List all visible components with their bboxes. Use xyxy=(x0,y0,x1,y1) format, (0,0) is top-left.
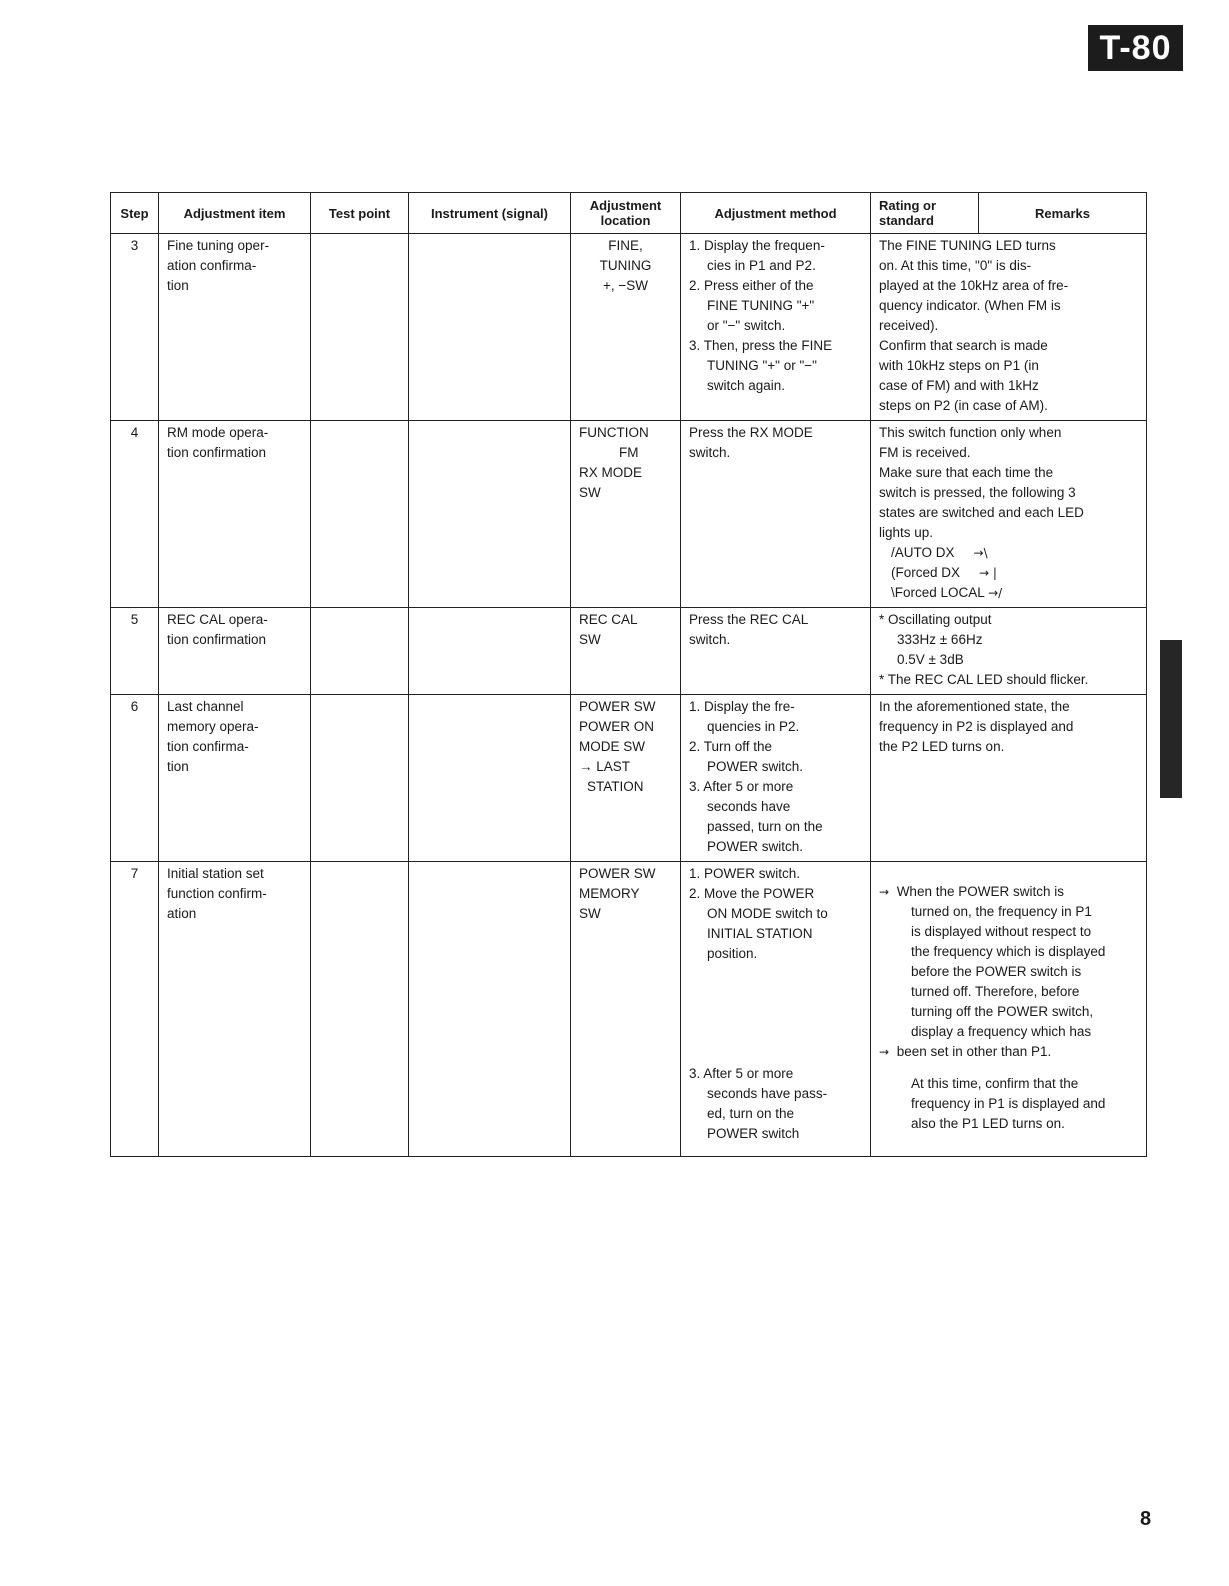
text-line: received). xyxy=(879,318,939,333)
text-line: POWER ON xyxy=(579,719,655,734)
text-line: on. At this time, "0" is dis- xyxy=(879,258,1032,273)
remarks-cell xyxy=(871,608,1147,695)
text-line: POWER switch xyxy=(707,1126,800,1141)
text-line: ed, turn on the xyxy=(707,1106,795,1121)
step-cell: 3 xyxy=(111,234,159,421)
text-line: Confirm that search is made xyxy=(879,338,1048,353)
instrument-cell xyxy=(409,862,571,1157)
header-step: Step xyxy=(111,193,159,234)
text-line: FUNCTION xyxy=(579,425,649,440)
step-cell: 6 xyxy=(111,695,159,862)
text-line: before the POWER switch is xyxy=(911,964,1082,979)
text-line: turned on, the frequency in P1 xyxy=(911,904,1092,919)
text-line: 2. Press either of the xyxy=(689,278,814,293)
text-line: POWER SW xyxy=(579,699,656,714)
text-line: memory opera- xyxy=(167,719,259,734)
table-row xyxy=(111,695,1147,862)
test-point-cell xyxy=(311,234,409,421)
arrow-right-icon: →\ xyxy=(958,546,988,560)
text-line: Press the RX MODE xyxy=(689,425,813,440)
text-line: switch again. xyxy=(707,378,786,393)
text-line: also the P1 LED turns on. xyxy=(911,1116,1065,1131)
text-line: 1. Display the frequen- xyxy=(689,238,825,253)
text-line: 333Hz ± 66Hz xyxy=(897,632,983,647)
table-header-row xyxy=(111,193,1147,234)
text-line: REC CAL opera- xyxy=(167,612,268,627)
instrument-cell xyxy=(409,608,571,695)
text-line: played at the 10kHz area of fre- xyxy=(879,278,1069,293)
table-row xyxy=(111,862,1147,1157)
state-cycle-list xyxy=(879,543,1138,603)
header-instrument: Instrument (signal) xyxy=(409,193,571,234)
test-point-cell xyxy=(311,862,409,1157)
remarks-cell xyxy=(871,234,1147,421)
text-line: FM is received. xyxy=(879,445,971,460)
remarks-cell xyxy=(871,695,1147,862)
text-line: This switch function only when xyxy=(879,425,1062,440)
text-line: ation confirma- xyxy=(167,258,257,273)
text-line: SW xyxy=(579,632,601,647)
text-line: frequency in P2 is displayed and xyxy=(879,719,1074,734)
text-line: RX MODE xyxy=(579,465,643,480)
header-location: Adjustment location xyxy=(571,193,681,234)
step-cell: 5 xyxy=(111,608,159,695)
text-line: 2. Turn off the xyxy=(689,739,773,754)
text-line: Make sure that each time the xyxy=(879,465,1054,480)
remarks-cell xyxy=(871,862,1147,1157)
text-line: tion confirmation xyxy=(167,445,267,460)
text-line: TUNING "+" or "−" xyxy=(707,358,817,373)
table-row xyxy=(111,421,1147,608)
text-line: At this time, confirm that the xyxy=(911,1076,1079,1091)
location-cell xyxy=(571,695,681,862)
header-remarks: Remarks xyxy=(979,193,1147,234)
text-line: 3. After 5 or more xyxy=(689,779,794,794)
text-line: seconds have xyxy=(707,799,791,814)
text-line: FINE, xyxy=(608,238,643,253)
location-cell xyxy=(571,234,681,421)
text-line: turning off the POWER switch, xyxy=(911,1004,1094,1019)
table-row xyxy=(111,234,1147,421)
text-line: display a frequency which has xyxy=(911,1024,1092,1039)
page-number: 8 xyxy=(1140,1508,1152,1530)
text-line: 0.5V ± 3dB xyxy=(897,652,964,667)
text-line: INITIAL STATION xyxy=(707,926,813,941)
table-row xyxy=(111,608,1147,695)
state-item: (Forced DX → | xyxy=(891,565,997,580)
location-cell xyxy=(571,862,681,1157)
text-line: SW xyxy=(579,485,601,500)
text-line: case of FM) and with 1kHz xyxy=(879,378,1039,393)
text-line: POWER switch. xyxy=(707,839,804,854)
text-line: Initial station set xyxy=(167,866,264,881)
text-line: MODE SW xyxy=(579,739,645,754)
text-line: position. xyxy=(707,946,758,961)
method-cell xyxy=(681,234,871,421)
text-line: → LAST xyxy=(579,759,631,774)
test-point-cell xyxy=(311,608,409,695)
arrow-right-icon: → xyxy=(879,885,897,899)
text-line: tion xyxy=(167,278,189,293)
text-line: Last channel xyxy=(167,699,244,714)
adjustment-item-cell xyxy=(159,421,311,608)
text-line: MEMORY xyxy=(579,886,640,901)
text-line: POWER SW xyxy=(579,866,656,881)
text-line: cies in P1 and P2. xyxy=(707,258,816,273)
adjustment-table xyxy=(110,192,1147,1157)
text-line: → been set in other than P1. xyxy=(879,1044,1052,1059)
text-line: 3. Then, press the FINE xyxy=(689,338,833,353)
location-cell xyxy=(571,421,681,608)
text-line: quencies in P2. xyxy=(707,719,800,734)
text-line: TUNING xyxy=(599,258,652,273)
text-line: lights up. xyxy=(879,525,934,540)
header-method: Adjustment method xyxy=(681,193,871,234)
spacer xyxy=(689,964,862,1064)
header-adjustment-item: Adjustment item xyxy=(159,193,311,234)
text-line: the P2 LED turns on. xyxy=(879,739,1005,754)
spacer xyxy=(879,1062,1138,1074)
text-line: or "−" switch. xyxy=(707,318,786,333)
method-cell xyxy=(681,421,871,608)
text-line: 1. Display the fre- xyxy=(689,699,795,714)
text-line: with 10kHz steps on P1 (in xyxy=(879,358,1039,373)
text-line: turned off. Therefore, before xyxy=(911,984,1080,999)
remarks-cell xyxy=(871,421,1147,608)
text-line: RM mode opera- xyxy=(167,425,269,440)
text-line: states are switched and each LED xyxy=(879,505,1084,520)
text-line: seconds have pass- xyxy=(707,1086,828,1101)
text-line: passed, turn on the xyxy=(707,819,823,834)
test-point-cell xyxy=(311,695,409,862)
text-line: REC CAL xyxy=(579,612,638,627)
text-line: ation xyxy=(167,906,197,921)
text-line: FM xyxy=(619,445,639,460)
text-line: switch is pressed, the following 3 xyxy=(879,485,1076,500)
text-line: * Oscillating output xyxy=(879,612,992,627)
text-line: * The REC CAL LED should flicker. xyxy=(879,672,1089,687)
text-line: Fine tuning oper- xyxy=(167,238,270,253)
model-tag: T-80 xyxy=(1088,25,1183,71)
text-line: → When the POWER switch is xyxy=(879,884,1064,899)
arrow-right-icon: →/ xyxy=(988,586,1003,600)
text-line: STATION xyxy=(587,779,644,794)
side-index-tab xyxy=(1160,640,1182,798)
text-line: +, −SW xyxy=(602,278,648,293)
method-cell xyxy=(681,862,871,1157)
text-line: 3. After 5 or more xyxy=(689,1066,794,1081)
header-test-point: Test point xyxy=(311,193,409,234)
arrow-right-icon: → xyxy=(879,1045,897,1059)
text-line: frequency in P1 is displayed and xyxy=(911,1096,1106,1111)
arrow-right-icon: → | xyxy=(963,566,997,580)
location-cell xyxy=(571,608,681,695)
adjustment-item-cell xyxy=(159,234,311,421)
text-line: tion confirmation xyxy=(167,632,267,647)
text-line: tion xyxy=(167,759,189,774)
step-cell: 7 xyxy=(111,862,159,1157)
header-rating: Rating or standard xyxy=(871,193,979,234)
text-line: tion confirma- xyxy=(167,739,249,754)
text-line: ON MODE switch to xyxy=(707,906,828,921)
text-line: 1. POWER switch. xyxy=(689,866,801,881)
text-line: switch. xyxy=(689,632,731,647)
text-line: function confirm- xyxy=(167,886,267,901)
instrument-cell xyxy=(409,234,571,421)
text-line: 2. Move the POWER xyxy=(689,886,815,901)
method-cell xyxy=(681,608,871,695)
adjustment-item-cell xyxy=(159,862,311,1157)
text-line: is displayed without respect to xyxy=(911,924,1092,939)
text-line: steps on P2 (in case of AM). xyxy=(879,398,1048,413)
text-line: POWER switch. xyxy=(707,759,804,774)
step-cell: 4 xyxy=(111,421,159,608)
method-cell xyxy=(681,695,871,862)
text-line: the frequency which is displayed xyxy=(911,944,1106,959)
adjustment-item-cell xyxy=(159,695,311,862)
state-item: \Forced LOCAL →/ xyxy=(891,585,1003,600)
text-line: switch. xyxy=(689,445,731,460)
spacer xyxy=(879,864,1138,882)
state-item: /AUTO DX →\ xyxy=(891,545,988,560)
instrument-cell xyxy=(409,695,571,862)
text-line: quency indicator. (When FM is xyxy=(879,298,1061,313)
test-point-cell xyxy=(311,421,409,608)
text-line: In the aforementioned state, the xyxy=(879,699,1070,714)
text-line: FINE TUNING "+" xyxy=(707,298,815,313)
text-line: Press the REC CAL xyxy=(689,612,809,627)
text-line: The FINE TUNING LED turns xyxy=(879,238,1056,253)
adjustment-item-cell xyxy=(159,608,311,695)
instrument-cell xyxy=(409,421,571,608)
text-line: SW xyxy=(579,906,601,921)
